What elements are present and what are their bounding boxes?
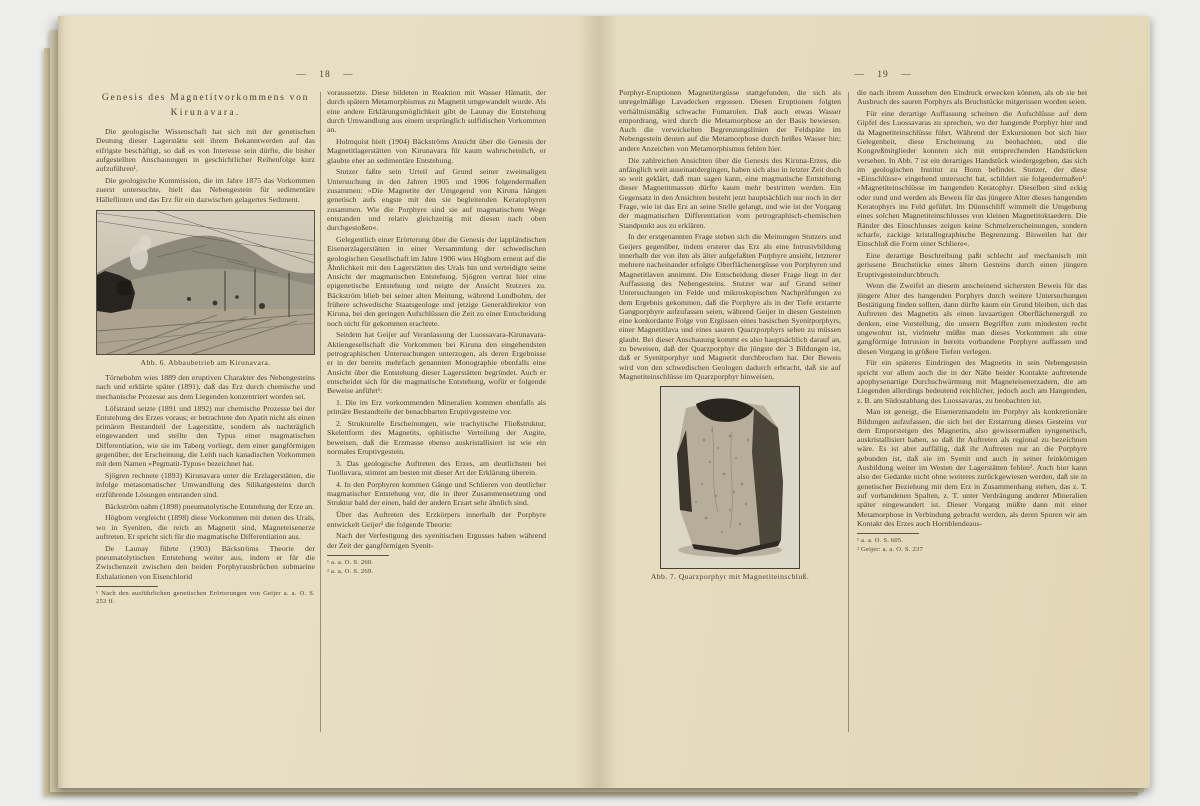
paragraph: Für ein späteres Eindringen des Magnetits in sein Nebengestein spricht vor allem auch die in der Nähe beider Kontakte auftretende apophysenartige Durchschwärmung mit Magneteisenerzadern, die am Liegenden allerdings bedeutend reichlicher, jedoch auch am Hangenden, z. B. am Südostabhang des Luossavaras, zu beobachten ist. xyxy=(857,358,1087,405)
paragraph: 4. In den Porphyren kommen Gänge und Schlieren von deutlicher magmatischer Entstehung vor, die in ihrer Zusammensetzung und Struktur bald der einen, bald der andern Erzart sehr ähnlich sind. xyxy=(327,479,546,508)
paragraph: Wenn die Zweifel an diesem anscheinend sichersten Beweis für das jüngere Alter des hangenden Porphyrs durch weitere Untersuchungen Bestätigung finden sollten, dann dürfte kaum ein Grund bleiben, sich das Auftreten des Magnetits als einen lavaartigen Oberflächenerguß zu denken, eine Vorstellung, die unsern Begriffen zum mindesten recht ungewohnt ist, vielmehr müßte man dieses Vorkommen als eine gangförmige Intrusion in bereits vorhandene Porphyre auffassen und diesen Vorgang in größere Tiefen verlegen. xyxy=(857,281,1087,356)
footnote: ¹ a. a. O. S. 260. xyxy=(327,558,374,566)
footnote-block xyxy=(857,533,1087,554)
paragraph: Gelegentlich einer Erörterung über die Genesis der lappländischen Eisenerzlagerstätten in einer Versammlung der schwedischen geologischen Gesellschaft im Jahre 1906 wies Högbom erneut auf die Ähnlichkeit mit den Lagerstätten des Urals hin und verteidigte seine Ansicht der magmatischen Entstehung. Sjögren vertrat hier eine epigenetische Entstehung und neigte der Ansicht Stutzers zu. Bäckström blieb bei seiner alten Meinung, während Lundbohm, der frühere schwedische Staatsgeologe und jetzige Generaldirektor von Kiruna, bei den geringen Aufschlüssen die Zeit zu einer Entscheidung noch nicht für gekommen erachtete. xyxy=(327,234,546,328)
page-number-19: — 19 — xyxy=(854,70,912,80)
page18-column2 xyxy=(327,88,546,748)
page19-column1 xyxy=(619,88,841,748)
paragraph: Man ist geneigt, die Eisenerzmandeln im Porphyr als konkretionäre Bildungen aufzufassen, die sich bei der Erstarrung dieses Gesteins vor dem Emporsteigen des Magnetits, also gewissermaßen syngenetisch, auskristallisiert haben, so daß ihr Auftreten als regional zu bezeichnen wäre. Es ist aber auffällig, daß ihr Auftreten nur an die Porphyre gebunden ist, daß sie im Syenit und auch in seiner feinkörnigen Ausbildung weiter im Westen der Lagerstätten fehlen². Auch hier kann also der Gedanke nicht ohne weiteres zurückgewiesen werden, daß sie in genetischer Beziehung mit dem Erz in Zusammenhang stehen, das z. T. auf vorhandenen Spalten, z. T. unter Verdrängung anderer Mineralien später eingewandert ist. Dieser Vorgang müßte dann mit einer Metamorphose in Verbindung gebracht werden, als deren Spuren wir am Kontakt des Erzes auch Hornblendeaus- xyxy=(857,407,1087,528)
footnote: ² a. a. O. S. 269. xyxy=(327,567,374,575)
paragraph: Eine derartige Beschreibung paßt schlecht auf mechanisch mit gerissene Bruchstücke eines ältern Gesteins durch einen jüngern Eruptivgesteindurchbruch. xyxy=(857,251,1087,279)
paragraph: Törnebohm wies 1889 den eruptiven Charakter des Nebengesteins nach und erklärte später (1891), daß das Erz durch chemische und mechanische Prozesse aus dem Liegenden konzentriert worden sei. xyxy=(96,373,315,401)
paragraph: Seitdem hat Geijer auf Veranlassung der Luossavara-Kirunavara-Aktiengesellschaft die Vorkommen bei Kiruna den eingehendsten petrographischen Untersuchungen unterzogen, als deren Ergebnisse er in der bereits mehrfach genannten Monographie ebenfalls eine Ansicht über die Entstehung dieser Lagerstätten begründet. Auch er entscheidet sich für die magmatische Entstehung, wofür er folgende Beweise anführt¹: xyxy=(327,330,546,396)
paragraph: Porphyr-Eruptionen Magnetitergüsse stattgefunden, die sich als unregelmäßige Lavadecken ergossen. Diesen Eruptionen folgten verhältnismäßig schwache Fumarolen. Daß auch etwas Wasser empordrang, wird durch die Metamorphose an der Basis bewiesen. Auch die verwickelten Begrenzungslinien der Feldspäte im Nebengestein deuten auf die Metamorphose durch heißes Wasser hin; andere Anzeichen von Metamorphismus fehlen hier. xyxy=(619,88,841,153)
paragraph: Högbom vergleicht (1898) diese Vorkommen mit denen des Urals, wo in Syeniten, die reich an Magnetit sind, Magneteisenerze auftreten. Er spricht sich für die magmatische Differentiation aus. xyxy=(96,513,315,541)
figure-7-photo-rock-specimen xyxy=(660,386,800,568)
footnote-block xyxy=(96,586,315,606)
paragraph: Stutzer faßte sein Urteil auf Grund seiner zweimaligen Untersuchung in den Jahren 1905 und 1906 folgendermaßen zusammen: »Die Magnetite der Umgegend von Kiruna hängen genetisch aufs engste mit den sie begleitenden Keratophyren zusammen. Wie die Porphyre sind sie auf magmatischem Wege entstanden und relativ gleichzeitig mit diesen nach oben durchgestoßen«. xyxy=(327,167,546,233)
paragraph: 1. Die im Erz vorkommenden Mineralien kommen ebenfalls als primäre Bestandteile der benachbarten Eruptivgesteine vor. xyxy=(327,398,546,417)
paragraph: Die geologische Kommission, die im Jahre 1875 das Vorkommen zuerst untersuchte, hielt das Nebengestein für sedimentäre Hälleflinten und das Erz für ein dazwischen gelagertes Sediment. xyxy=(96,175,315,204)
footnote: ¹ Nach den ausführlichen genetischen Erörterungen von Geijer a. a. O. S. 253 ff. xyxy=(96,589,315,605)
footnote: ¹ a. a. O. S. 605. xyxy=(857,537,904,545)
page-number-18: — 18 — xyxy=(296,70,354,80)
footnote-rule xyxy=(96,586,158,587)
paragraph: Über das Auftreten des Erzkörpers innerhalb der Porphyre entwickelt Geijer² die folgende Theorie: xyxy=(327,510,546,529)
paragraph: Bäckström nahm (1898) pneumatolytische Entstehung der Erze an. xyxy=(105,501,315,511)
footnote-rule xyxy=(857,533,919,534)
heading-line1: Genesis des Magnetitvorkommens von xyxy=(101,92,310,103)
paragraph: 3. Das geologische Auftreten des Erzes, am deutlichsten bei Tuolluvara, stimmt am besten mit dieser Art der Erklärung überein. xyxy=(327,458,546,478)
figure-6-caption: Abb. 6. Abbaubetrieb am Kirunavara. xyxy=(140,357,271,367)
paragraph: Löfstrand setzte (1891 und 1892) nur chemische Prozesse bei der Entstehung des Erzes voraus; er betrachtete den Apatit nicht als einen primären Bestandteil der Lagerstätte, sondern als nachträglich eingewandert und stellte den Typus einer magmatischen Differentiation, wie sie im Taberg vorliegt, dem einer gangförmigen gegenüber, der Erscheinung, die Leith nach kanadischen Vorkommen mit dem Namen »Pegmatit-Typus« bezeichnet hat. xyxy=(96,403,315,469)
article-heading xyxy=(96,90,315,120)
paragraph: Holmquist hielt (1904) Bäckströms Ansicht über die Genesis der Magnetitlagerstätten von Kirunavara für kaum wahrscheinlich, er glaubte eher an sedimentäre Entstehung. xyxy=(327,136,546,165)
page19-column2 xyxy=(857,88,1087,748)
paragraph: Für eine derartige Auffassung scheinen die Aufschlüsse auf dem Gipfel des Luossavaras zu sprechen, wo der hangende Porphyr hier und da Magnetiteinschlüsse führt. Während der Exkursionen bot sich hier Gelegenheit, diese Erscheinung zu beobachten, und die Kongreßmitglieder konnten sich mit entsprechenden Handstücken versehen. In Abb. 7 ist ein derartiges Handstück wiedergegeben, das sich im geologischen Institut zu Bonn befindet. Stutzer, der diese »Einschlüsse« eingehend untersucht hat, schildert sie folgendermaßen¹: »Magnetiteinschlüsse im hangenden Keratophyr. Dieselben sind eckig oder rund und werden als Beweis für das jüngere Alter dieses hangenden Keratophyrs ins Feld geführt. Im Dünnschliff wimmelt die Umgebung eines solchen Magnetiteinschlusses von kleinen Magnetitoktaedern. Die Ränder des Einschlusses zeigen keine Schmelzerscheinungen, sondern scharfe, zackige kristallographische Begrenzung. Bisweilen hat der Einschluß die Form einer Schliere«. xyxy=(857,109,1087,249)
paragraph: Sjögren rechnete (1893) Kirunavara unter die Erzlagerstätten, die infolge metasomatischer Umwandlung des Silikatgesteins durch erzführende Lösungen entstanden sind. xyxy=(96,471,315,499)
paragraph: 2. Strukturelle Erscheinungen, wie trachytische Fließstruktur, Skelettform des Magnetits, ophitische Verteilung der Augite, beweisen, daß die Erzmasse ebenso auskristallisiert ist wie ein normales Eruptivgestein. xyxy=(327,419,546,456)
column-rule-right-page xyxy=(848,92,849,732)
paragraph: die nach ihrem Aussehen den Eindruck erwecken können, als ob sie bei Ausbruch des sauren Porphyrs als Bruchstücke mitgerissen worden seien. xyxy=(857,88,1087,107)
footnote-block xyxy=(327,555,546,576)
footnote-rule xyxy=(327,555,389,556)
paragraph: De Launay führte (1903) Bäckströms Theorie der pneumatolytischen Entstehung weiter aus, indem er für die Zwischenzeit zwischen den beiden Porphyrausbrüchen submarine Exhalationen von Eisenchlorid xyxy=(96,543,315,581)
figure-6-photo-mining-operation xyxy=(96,210,315,355)
open-book-spread xyxy=(58,16,1150,788)
footnote: ² Geijer: a. a. O. S. 237 xyxy=(857,546,923,554)
heading-line2: Kirunavara. xyxy=(170,107,241,118)
paragraph: Die zahlreichen Ansichten über die Genesis des Kiruna-Erzes, die anfänglich weit auseinandergingen, haben sich also in letzter Zeit doch so weit geklärt, daß man sagen kann, eine magmatische Entstehung dieser Magnetitmassen dürfte kaum mehr bestritten werden. Ein Gegensatz in den Ansichten besteht jetzt hauptsächlich nur noch in der Frage, wie ist das Erz an seine Stelle gelangt, und wie ist der Vorgang der magmatischen Differentiation vom petrographisch-chemischen Standpunkt aus zu erklären. xyxy=(619,155,841,230)
paragraph: In der erstgenannten Frage stehen sich die Meinungen Stutzers und Geijers gegenüber, indem ersterer das Erz als eine Intrusivbildung innerhalb der von ihm als älter aufgefaßten Porphyre ansieht, letzterer mehrere nacheinander erfolgte Oberflächenergüsse von Porphyren und Magnetitlaven annimmt. Die Entscheidung dieser Frage liegt in der Auffassung des Nebengesteins. Stutzer war auf Grund seiner Untersuchungen im Felde und mikroskopischen Nachprüfungen zu dem Ergebnis gekommen, daß die Porphyre als in der Tiefe erstarrte Gangporphyre aufzufassen seien, während Geijer in diesen Gesteinen eine konkordante Folge von Ergüssen eines basischen Syenitporphyrs, einer Magnetitlava und eines sauren Quarzporphyrs sehen zu müssen glaubt. Bei dieser Anschauung kommt es also hauptsächlich darauf an, zu beweisen, daß der Quarzporphyr die jüngste der 3 Bildungen ist, daß er Syenitporphyr und Magnetit durchbrochen hat. Der Beweis wird von den schwedischen Geologen dadurch erbracht, daß sie auf Magnetiteinschlüsse im Quarzporphyr hinweisen, xyxy=(619,232,841,381)
page-gutter-fold xyxy=(576,16,618,788)
paragraph: Die geologische Wissenschaft hat sich mit der genetischen Deutung dieser Lagerstätte seit ihrem Bekanntwerden auf das eifrigste beschäftigt, so daß es von Interesse sein dürfte, die bisher aufgestellten Anschauungen in geschichtlicher Reihenfolge kurz aufzuführen¹. xyxy=(96,127,315,174)
column-rule-left-page xyxy=(320,92,321,732)
figure-7-caption: Abb. 7. Quarzporphyr mit Magnetiteinschluß. xyxy=(650,571,810,581)
paragraph: voraussetzte. Diese bildeten in Reaktion mit Wasser Hämatit, der durch spätern Metamorphismus zu Magnetit umgewandelt wurde. Als eine andere Erklärungsmöglichkeit gibt de Launay die Entstehung durch Umwandlung aus einem ursprünglich sulfidischen Vorkommen an. xyxy=(327,88,546,135)
page18-column1 xyxy=(96,90,315,742)
paragraph: Nach der Verfestigung des syenitischen Ergusses haben während der Zeit der gangförmigen Syenit- xyxy=(327,531,546,550)
